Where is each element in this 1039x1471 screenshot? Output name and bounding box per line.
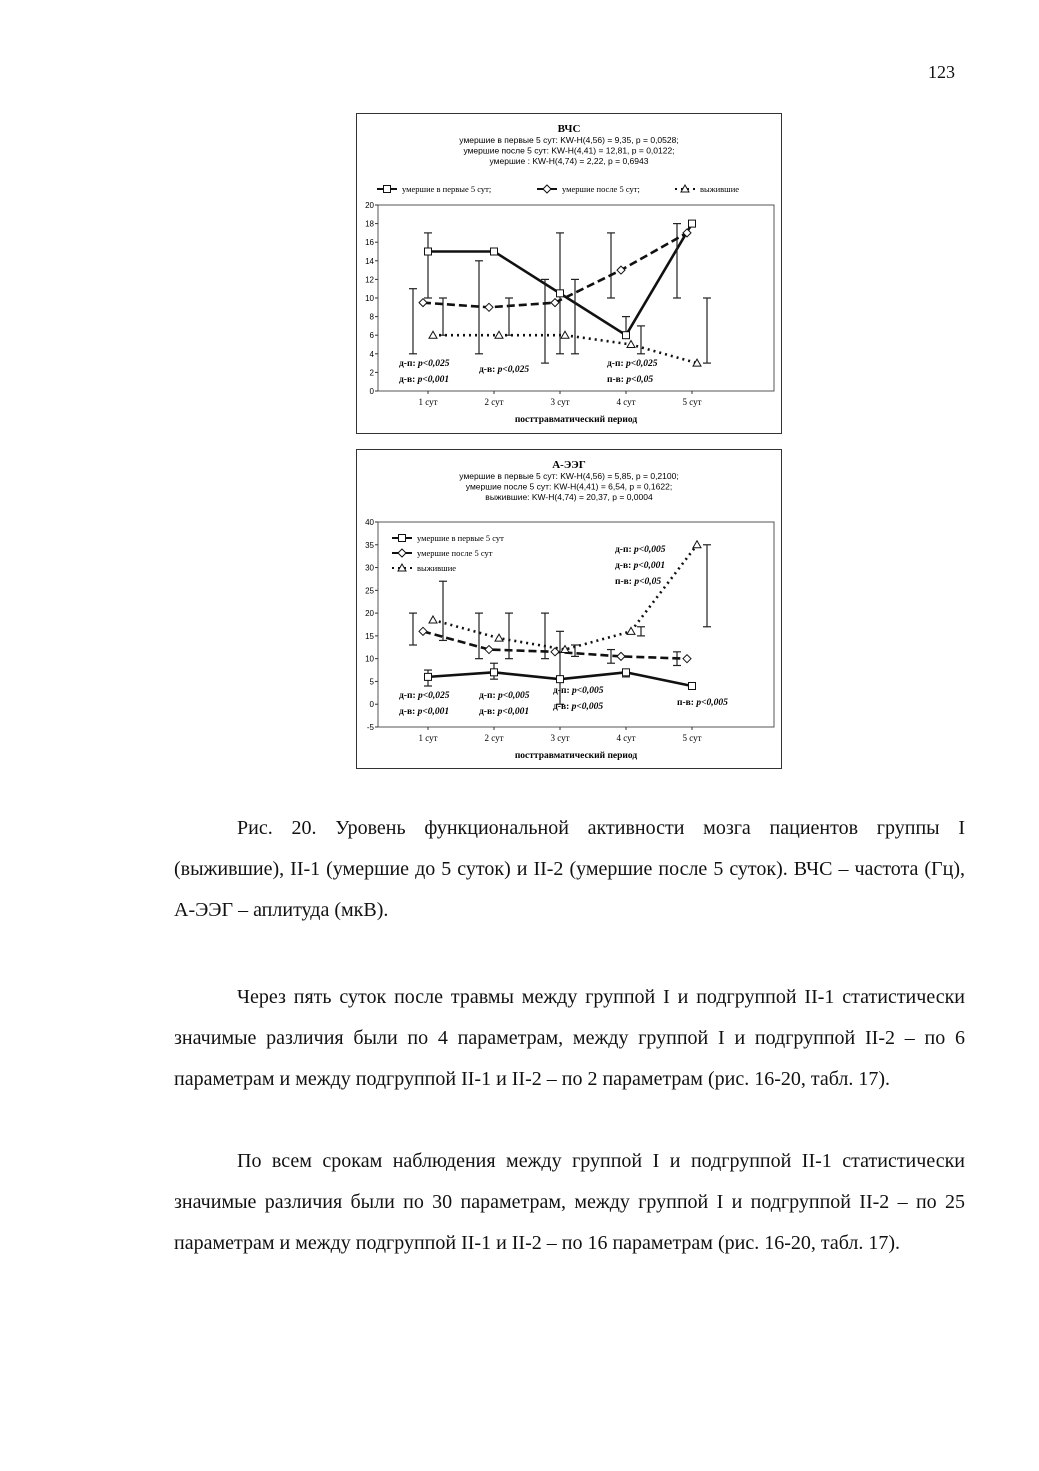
data-point-square (623, 332, 630, 339)
page-number: 123 (928, 62, 955, 82)
significance-annotation (615, 577, 661, 587)
y-tick-label: 35 (365, 540, 374, 550)
annotation-group: д-п: (553, 686, 572, 696)
data-point-triangle (429, 616, 437, 623)
annotation-group: п-в: (677, 698, 697, 708)
y-tick-label: 0 (369, 387, 374, 396)
annotation-value: p<0,025 (625, 359, 658, 369)
data-point-square (557, 290, 564, 297)
chart-a-eeg-svg (357, 450, 781, 768)
legend-label: умершие в первые 5 сут (417, 533, 504, 543)
figure-caption (174, 808, 965, 931)
annotation-group: п-в: (607, 375, 627, 385)
data-point-square (425, 248, 432, 255)
annotation-group: д-в: (615, 561, 634, 571)
significance-annotation (399, 359, 450, 369)
x-tick-label: 3 сут (550, 397, 570, 407)
y-tick-label: 20 (365, 201, 374, 210)
chart-vchs-svg (357, 114, 781, 433)
annotation-value: p<0,025 (417, 691, 450, 701)
y-tick-label: 10 (365, 294, 374, 303)
legend-marker-square (384, 186, 391, 193)
annotation-value: p<0,001 (417, 375, 450, 385)
data-point-diamond (419, 299, 427, 307)
significance-annotation (479, 365, 529, 375)
significance-annotation (607, 375, 653, 385)
annotation-group: д-п: (607, 359, 626, 369)
annotation-group: д-п: (399, 359, 418, 369)
paragraph-1-text: Через пять суток после травмы между группой I и подгруппой II-1 статистически значимые различия были по 4 параметрам, между группой I и подгруппой II-2 – по 6 параметрам и между подгруппой II-1 и II-2 – по 2 параметрам (рис. 16-20, табл. 17). (174, 986, 965, 1090)
data-point-triangle (429, 331, 437, 338)
annotation-group: д-п: (399, 691, 418, 701)
legend-label: умершие после 5 сут; (562, 184, 640, 194)
data-point-square (623, 669, 630, 676)
annotation-value: p<0,001 (633, 561, 666, 571)
series-line-diamond (423, 233, 687, 307)
annotation-value: p<0,005 (571, 702, 604, 712)
annotation-value: p<0,005 (633, 545, 666, 555)
annotation-group: п-в: (615, 577, 635, 587)
caption-text: Рис. 20. Уровень функциональной активности мозга пациентов группы I (выжившие), II-1 (умершие до 5 суток) и II-2 (умершие после 5 суток). ВЧС – частота (Гц), А-ЭЭГ – аплитуда (мкВ). (174, 817, 965, 921)
y-tick-label: 2 (369, 368, 374, 378)
chart-stat-line: умершие в первые 5 сут: KW-H(4,56) = 9,35, p = 0,0528; (459, 135, 679, 145)
data-point-diamond (551, 648, 559, 656)
y-tick-label: 15 (365, 631, 374, 641)
y-tick-label: 8 (369, 312, 374, 322)
annotation-value: p<0,001 (417, 707, 450, 717)
annotation-group: д-п: (479, 691, 498, 701)
significance-annotation (399, 375, 449, 385)
significance-annotation (615, 545, 666, 555)
y-tick-label: 16 (365, 238, 374, 248)
x-axis-label: посттравматический период (514, 415, 638, 425)
x-tick-label: 4 сут (616, 397, 636, 407)
x-tick-label: 1 сут (418, 733, 438, 743)
legend-label: выжившие (417, 563, 457, 573)
x-tick-label: 4 сут (616, 733, 636, 743)
y-tick-label: 0 (369, 700, 374, 710)
annotation-value: p<0,05 (626, 375, 654, 385)
annotation-value: p<0,025 (417, 359, 450, 369)
significance-annotation (553, 702, 603, 712)
annotation-group: д-в: (399, 707, 418, 717)
significance-annotation (677, 698, 728, 708)
legend-label: умершие после 5 сут (417, 548, 493, 558)
data-point-triangle (627, 627, 635, 634)
y-tick-label: 14 (365, 256, 374, 266)
data-point-square (425, 673, 432, 680)
chart-a-eeg (356, 449, 782, 769)
data-point-square (557, 676, 564, 683)
chart-stat-line: умершие после 5 сут: KW-H(4,41) = 6,54, p = 0,1622; (465, 481, 673, 492)
x-tick-label: 2 сут (484, 397, 504, 407)
y-tick-label: 18 (365, 219, 374, 229)
chart-stat-line: умершие : KW-H(4,74) = 2,22, p = 0,6943 (489, 156, 649, 166)
annotation-group: д-в: (479, 707, 498, 717)
x-tick-label: 2 сут (484, 733, 504, 743)
legend-marker-diamond (543, 185, 551, 193)
y-tick-label: 12 (365, 275, 374, 285)
legend-marker-square (399, 535, 406, 542)
paragraph-2-text: По всем срокам наблюдения между группой I и подгруппой II-1 статистически значимые различия были по 30 параметрам, между группой I и подгруппой II-2 – по 25 параметрам и между подгруппой II-1 и II-2 – по 16 параметрам (рис. 16-20, табл. 17). (174, 1150, 965, 1254)
annotation-value: p<0,05 (634, 577, 662, 587)
data-point-square (689, 220, 696, 227)
annotation-value: p<0,005 (696, 698, 728, 708)
x-tick-label: 5 сут (682, 733, 702, 743)
significance-annotation (607, 359, 658, 369)
data-point-triangle (495, 331, 503, 338)
significance-annotation (399, 691, 450, 701)
data-point-diamond (419, 627, 427, 635)
significance-annotation (479, 707, 529, 717)
chart-title: ВЧС (557, 123, 581, 135)
paragraph-1 (174, 977, 965, 1100)
y-tick-label: -5 (366, 723, 374, 732)
y-tick-label: 6 (369, 331, 374, 341)
y-tick-label: 4 (369, 349, 374, 359)
legend-marker-diamond (398, 549, 406, 557)
legend-label: умершие в первые 5 сут; (402, 184, 492, 194)
significance-annotation (615, 561, 665, 571)
data-point-square (689, 683, 696, 690)
y-tick-label: 40 (365, 518, 374, 527)
chart-stat-line: выжившие: KW-H(4,74) = 20,37, p = 0,0004 (485, 492, 653, 502)
x-tick-label: 1 сут (418, 397, 438, 407)
data-point-square (491, 669, 498, 676)
chart-stat-line: умершие в первые 5 сут: KW-H(4,56) = 5,85, p = 0,2100; (459, 471, 679, 481)
paragraph-2 (174, 1141, 965, 1264)
data-point-diamond (485, 303, 493, 311)
x-axis-label: посттравматический период (514, 751, 638, 761)
annotation-value: p<0,001 (497, 707, 530, 717)
annotation-group: д-в: (553, 702, 572, 712)
data-point-triangle (495, 634, 503, 641)
data-point-diamond (683, 655, 691, 663)
significance-annotation (553, 686, 604, 696)
y-tick-label: 10 (365, 654, 374, 664)
x-tick-label: 3 сут (550, 733, 570, 743)
annotation-group: д-п: (615, 545, 634, 555)
y-tick-label: 20 (365, 609, 374, 619)
annotation-group: д-в: (479, 365, 498, 375)
y-tick-label: 30 (365, 563, 374, 573)
data-point-diamond (617, 652, 625, 660)
data-point-triangle (561, 331, 569, 338)
annotation-group: д-в: (399, 375, 418, 385)
significance-annotation (479, 691, 530, 701)
data-point-triangle (627, 341, 635, 348)
chart-title: А-ЭЭГ (552, 459, 586, 471)
data-point-square (491, 248, 498, 255)
data-point-triangle (693, 541, 701, 548)
annotation-value: p<0,025 (497, 365, 530, 375)
annotation-value: p<0,005 (571, 686, 604, 696)
chart-vchs (356, 113, 782, 434)
y-tick-label: 25 (365, 586, 374, 596)
legend-label: выжившие (700, 184, 740, 194)
y-tick-label: 5 (369, 677, 374, 687)
annotation-value: p<0,005 (497, 691, 530, 701)
data-point-diamond (485, 646, 493, 654)
significance-annotation (399, 707, 449, 717)
x-tick-label: 5 сут (682, 397, 702, 407)
chart-stat-line: умершие после 5 сут: KW-H(4,41) = 12,81, p = 0,0122; (463, 145, 675, 156)
